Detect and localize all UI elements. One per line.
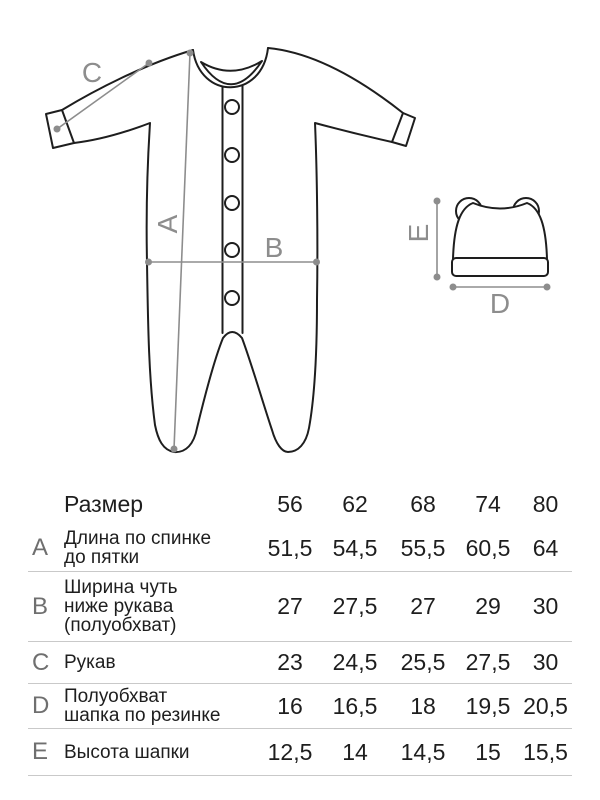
size-column-header: 62: [342, 490, 368, 517]
measure-dot: [544, 284, 551, 291]
row-name-line: ниже рукава: [64, 596, 174, 617]
measure-dot: [450, 284, 457, 291]
row-value: 30: [532, 649, 559, 675]
row-value: 18: [410, 692, 436, 719]
row-letter: E: [32, 738, 49, 765]
button-4: [225, 243, 239, 257]
label-e: E: [403, 223, 434, 243]
row-value: 24,5: [332, 649, 378, 675]
row-value: 23: [277, 649, 303, 675]
row-value: 27,5: [332, 593, 378, 619]
measure-dot: [146, 60, 153, 67]
button-3: [225, 196, 239, 210]
row-value: 27,5: [465, 649, 511, 675]
row-name-line: Полуобхват: [64, 686, 168, 707]
row-name: [64, 578, 259, 635]
onesie-drawing: [46, 48, 415, 452]
row-name: [64, 653, 259, 672]
row-value: 25,5: [400, 649, 446, 675]
hat-drawing: [452, 198, 548, 276]
row-value: 27: [410, 593, 436, 619]
row-name: [64, 687, 259, 725]
row-value: 54,5: [332, 534, 378, 561]
size-column-header: 74: [475, 490, 501, 517]
row-name: [64, 529, 259, 567]
label-a: A: [152, 214, 183, 234]
row-name-line: (полуобхват): [64, 615, 177, 636]
row-value: 16,5: [332, 692, 378, 719]
table-row: [28, 525, 572, 572]
row-value: 19,5: [465, 692, 511, 719]
row-name: [64, 743, 259, 762]
size-column-header: 56: [277, 490, 303, 517]
measure-dot: [171, 446, 178, 453]
row-letter: B: [32, 592, 49, 620]
table-header-row: [28, 483, 572, 525]
row-value: 14: [342, 738, 368, 765]
row-value: 15,5: [523, 738, 568, 765]
table-title: Размер: [64, 490, 144, 517]
row-value: 60,5: [465, 534, 511, 561]
row-name-line: до пятки: [64, 547, 140, 568]
row-letter: D: [32, 692, 50, 719]
label-d: D: [489, 288, 511, 319]
button-5: [225, 291, 239, 305]
size-column-header: 80: [532, 490, 559, 517]
measure-dot: [145, 259, 152, 266]
row-value: 29: [475, 593, 501, 619]
button-2: [225, 148, 239, 162]
row-letter: A: [32, 534, 49, 561]
row-name-line: Рукав: [64, 652, 116, 673]
measure-dot: [187, 50, 194, 57]
table-row: [28, 572, 572, 642]
table-row: [28, 684, 572, 729]
row-value: 20,5: [523, 692, 568, 719]
row-name-line: Высота шапки: [64, 741, 190, 763]
button-1: [225, 100, 239, 114]
row-value: 51,5: [267, 534, 313, 561]
row-value: 64: [532, 534, 559, 561]
size-column-header: 68: [410, 490, 436, 517]
row-value: 55,5: [400, 534, 446, 561]
hat-dome: [453, 203, 547, 259]
row-value: 16: [277, 692, 303, 719]
hat-band: [452, 258, 548, 276]
row-name-line: Длина по спинке: [64, 528, 212, 549]
measure-dot: [54, 126, 61, 133]
row-name-line: Ширина чуть: [64, 577, 178, 598]
size-table: [28, 483, 572, 776]
measure-dot: [434, 274, 441, 281]
measure-dot: [313, 259, 320, 266]
row-value: 12,5: [267, 738, 313, 765]
row-value: 15: [475, 738, 501, 765]
measure-dot: [434, 198, 441, 205]
row-value: 27: [277, 593, 303, 619]
row-value: 14,5: [400, 738, 446, 765]
label-b: B: [264, 232, 284, 263]
label-c: C: [81, 57, 103, 88]
table-row: [28, 729, 572, 776]
row-name-line: шапка по резинке: [64, 705, 221, 726]
table-row: [28, 642, 572, 684]
row-value: 30: [532, 593, 559, 619]
row-letter: C: [32, 648, 50, 676]
